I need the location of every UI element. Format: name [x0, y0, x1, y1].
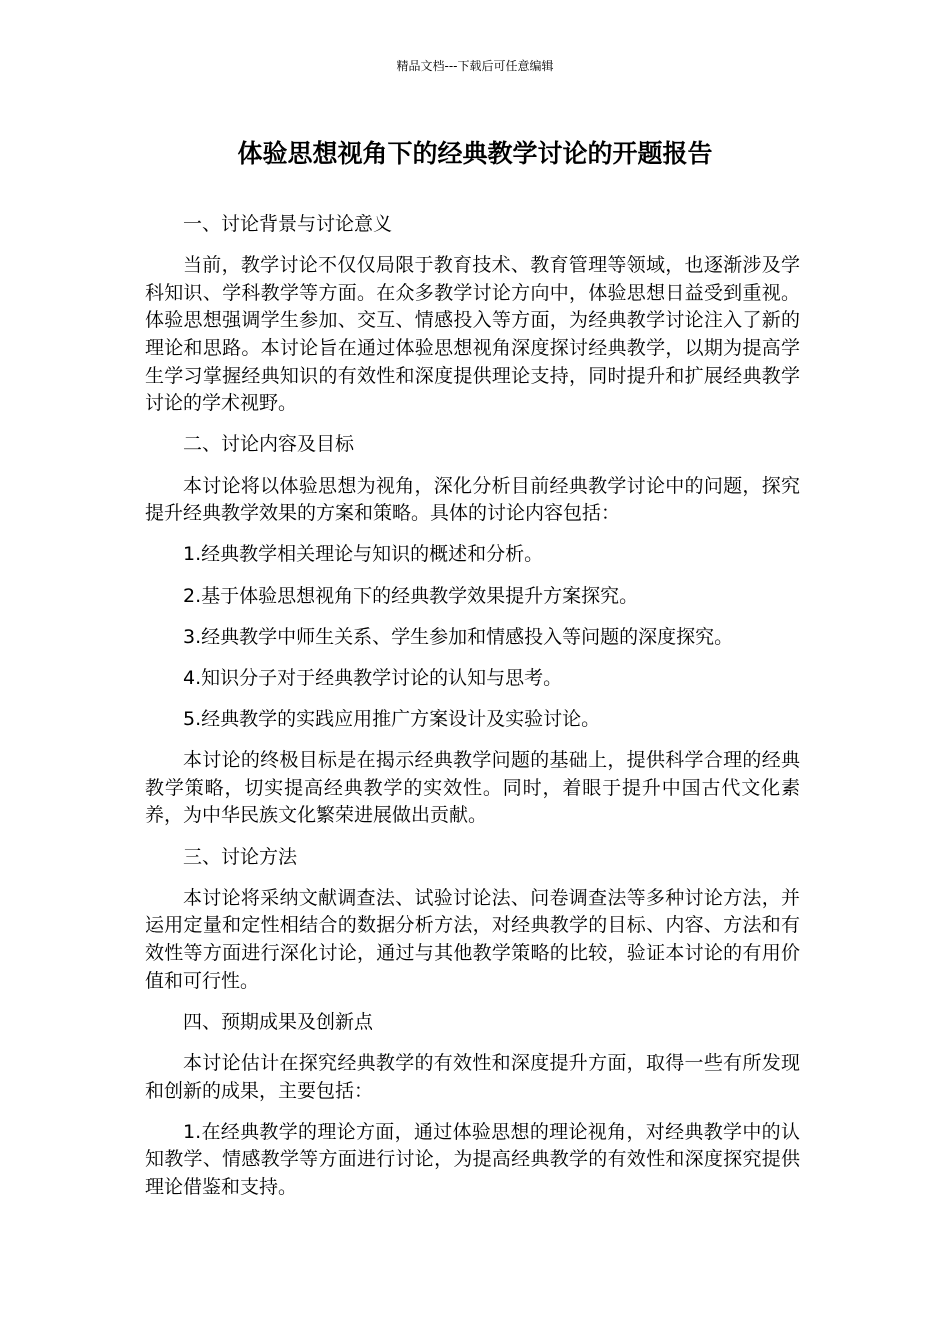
- paragraph-ultimate-goal: 本讨论的终极目标是在揭示经典教学问题的基础上，提供科学合理的经典教学策略，切实提高经典教学的实效性。同时，着眼于提升中国古代文化素养，为中华民族文化繁荣进展做出贡献。: [145, 749, 800, 827]
- document-title: 体验思想视角下的经典教学讨论的开题报告: [237, 139, 713, 168]
- list-item-2: 2.基于体验思想视角下的经典教学效果提升方案探究。: [183, 584, 639, 607]
- section-heading-outcomes: 四、预期成果及创新点: [183, 1010, 374, 1033]
- paragraph-content-intro: 本讨论将以体验思想为视角，深化分析目前经典教学讨论中的问题，探究提升经典教学效果的方案和策略。具体的讨论内容包括：: [145, 474, 800, 525]
- paragraph-outcomes-intro: 本讨论估计在探究经典教学的有效性和深度提升方面，取得一些有所发现和创新的成果，主要包括：: [145, 1051, 800, 1102]
- list-item-1: 1.经典教学相关理论与知识的概述和分析。: [183, 543, 544, 566]
- outcome-item-1: 1.在经典教学的理论方面，通过体验思想的理论视角，对经典教学中的认知教学、情感教学等方面进行讨论，为提高经典教学的有效性和深度探究提供理论借鉴和支持。: [145, 1120, 800, 1198]
- list-item-3: 3.经典教学中师生关系、学生参加和情感投入等问题的深度探究。: [183, 625, 734, 648]
- list-item-4: 4.知识分子对于经典教学讨论的认知与思考。: [183, 666, 563, 689]
- paragraph-methods: 本讨论将采纳文献调查法、试验讨论法、问卷调查法等多种讨论方法，并运用定量和定性相结合的数据分析方法，对经典教学的目标、内容、方法和有效性等方面进行深化讨论，通过与其他教学策略的比较，验证本讨论的有用价值和可行性。: [145, 886, 800, 992]
- section-heading-background: 一、讨论背景与讨论意义: [183, 213, 393, 235]
- paragraph-background: 当前，教学讨论不仅仅局限于教育技术、教育管理等领域，也逐渐涉及学科知识、学科教学等方面。在众多教学讨论方向中，体验思想日益受到重视。体验思想强调学生参加、交互、情感投入等方面，为经典教学讨论注入了新的理论和思路。本讨论旨在通过体验思想视角深度探讨经典教学，以期为提高学生学习掌握经典知识的有效性和深度提供理论支持，同时提升和扩展经典教学讨论的学术视野。: [145, 254, 800, 415]
- header-note: 精品文档---下载后可任意编辑: [396, 59, 554, 73]
- document-body: [145, 211, 800, 1215]
- section-heading-methods: 三、讨论方法: [183, 845, 298, 868]
- list-item-5: 5.经典教学的实践应用推广方案设计及实验讨论。: [183, 708, 601, 731]
- section-heading-content-goals: 二、讨论内容及目标: [183, 433, 355, 456]
